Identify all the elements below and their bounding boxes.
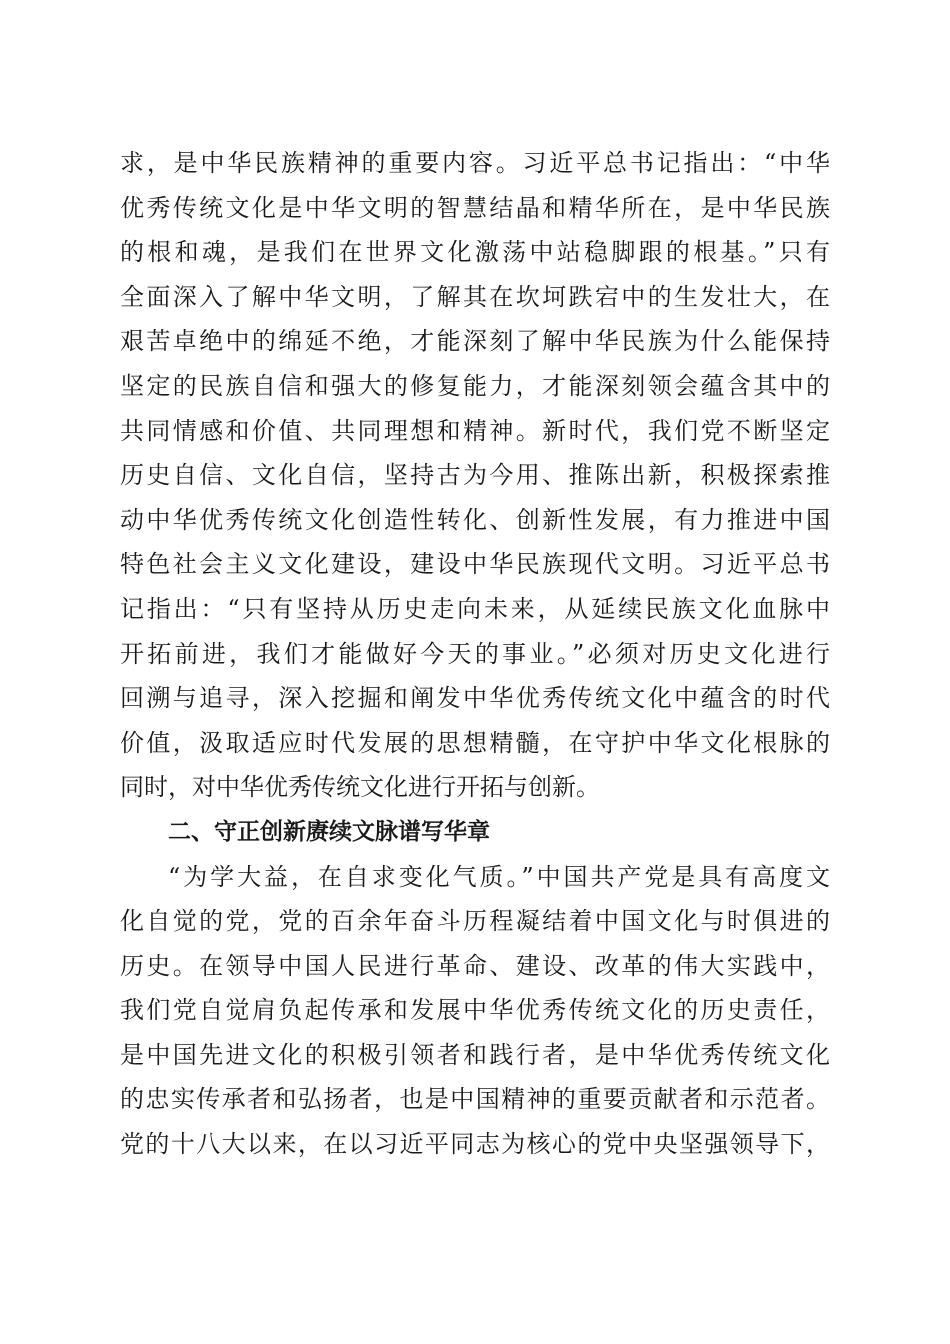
paragraph-line: 艰苦卓绝中的绵延不绝，才能深刻了解中华民族为什么能保持 — [120, 327, 830, 356]
paragraph-line: 同时，对中华优秀传统文化进行开拓与创新。 — [120, 773, 600, 802]
paragraph-line: 开拓前进，我们才能做好今天的事业。”必须对历史文化进行 — [120, 639, 830, 668]
paragraph-line: 回溯与追寻，深入挖掘和阐发中华优秀传统文化中蕴含的时代 — [120, 684, 830, 713]
paragraph-line: 记指出：“只有坚持从历史走向未来，从延续民族文化血脉中 — [120, 594, 830, 623]
paragraph-line: 的根和魂，是我们在世界文化激荡中站稳脚跟的根基。”只有 — [120, 238, 830, 267]
paragraph-line: 历史自信、文化自信，坚持古为今用、推陈出新，积极探索推 — [120, 461, 830, 490]
paragraph-line: 全面深入了解中华文明，了解其在坎坷跌宕中的生发壮大，在 — [120, 282, 830, 311]
paragraph-line: 我们党自觉肩负起传承和发展中华优秀传统文化的历史责任， — [120, 996, 830, 1025]
paragraph-line: “为学大益，在自求变化气质。”中国共产党是具有高度文 — [168, 862, 830, 891]
paragraph-line: 是中国先进文化的积极引领者和践行者，是中华优秀传统文化 — [120, 1040, 830, 1069]
paragraph-line: 特色社会主义文化建设，建设中华民族现代文明。习近平总书 — [120, 550, 830, 579]
paragraph-line: 党的十八大以来，在以习近平同志为核心的党中央坚强领导下， — [120, 1130, 830, 1159]
document-body — [120, 141, 830, 1167]
paragraph-line: 坚定的民族自信和强大的修复能力，才能深刻领会蕴含其中的 — [120, 371, 830, 400]
section-heading: 二、守正创新赓续文脉谱写华章 — [168, 818, 490, 845]
paragraph-line: 优秀传统文化是中华文明的智慧结晶和精华所在，是中华民族 — [120, 193, 830, 222]
paragraph-2 — [120, 855, 830, 1167]
paragraph-line: 动中华优秀传统文化创造性转化、创新性发展，有力推进中国 — [120, 505, 830, 534]
paragraph-line: 的忠实传承者和弘扬者，也是中国精神的重要贡献者和示范者。 — [120, 1085, 830, 1114]
paragraph-1 — [120, 141, 830, 810]
paragraph-line: 价值，汲取适应时代发展的思想精髓，在守护中华文化根脉的 — [120, 728, 830, 757]
paragraph-line: 历史。在领导中国人民进行革命、建设、改革的伟大实践中， — [120, 951, 830, 980]
paragraph-line: 求，是中华民族精神的重要内容。习近平总书记指出：“中华 — [120, 149, 830, 177]
paragraph-line: 共同情感和价值、共同理想和精神。新时代，我们党不断坚定 — [120, 416, 830, 445]
paragraph-line: 化自觉的党，党的百余年奋斗历程凝结着中国文化与时俱进的 — [120, 907, 830, 936]
